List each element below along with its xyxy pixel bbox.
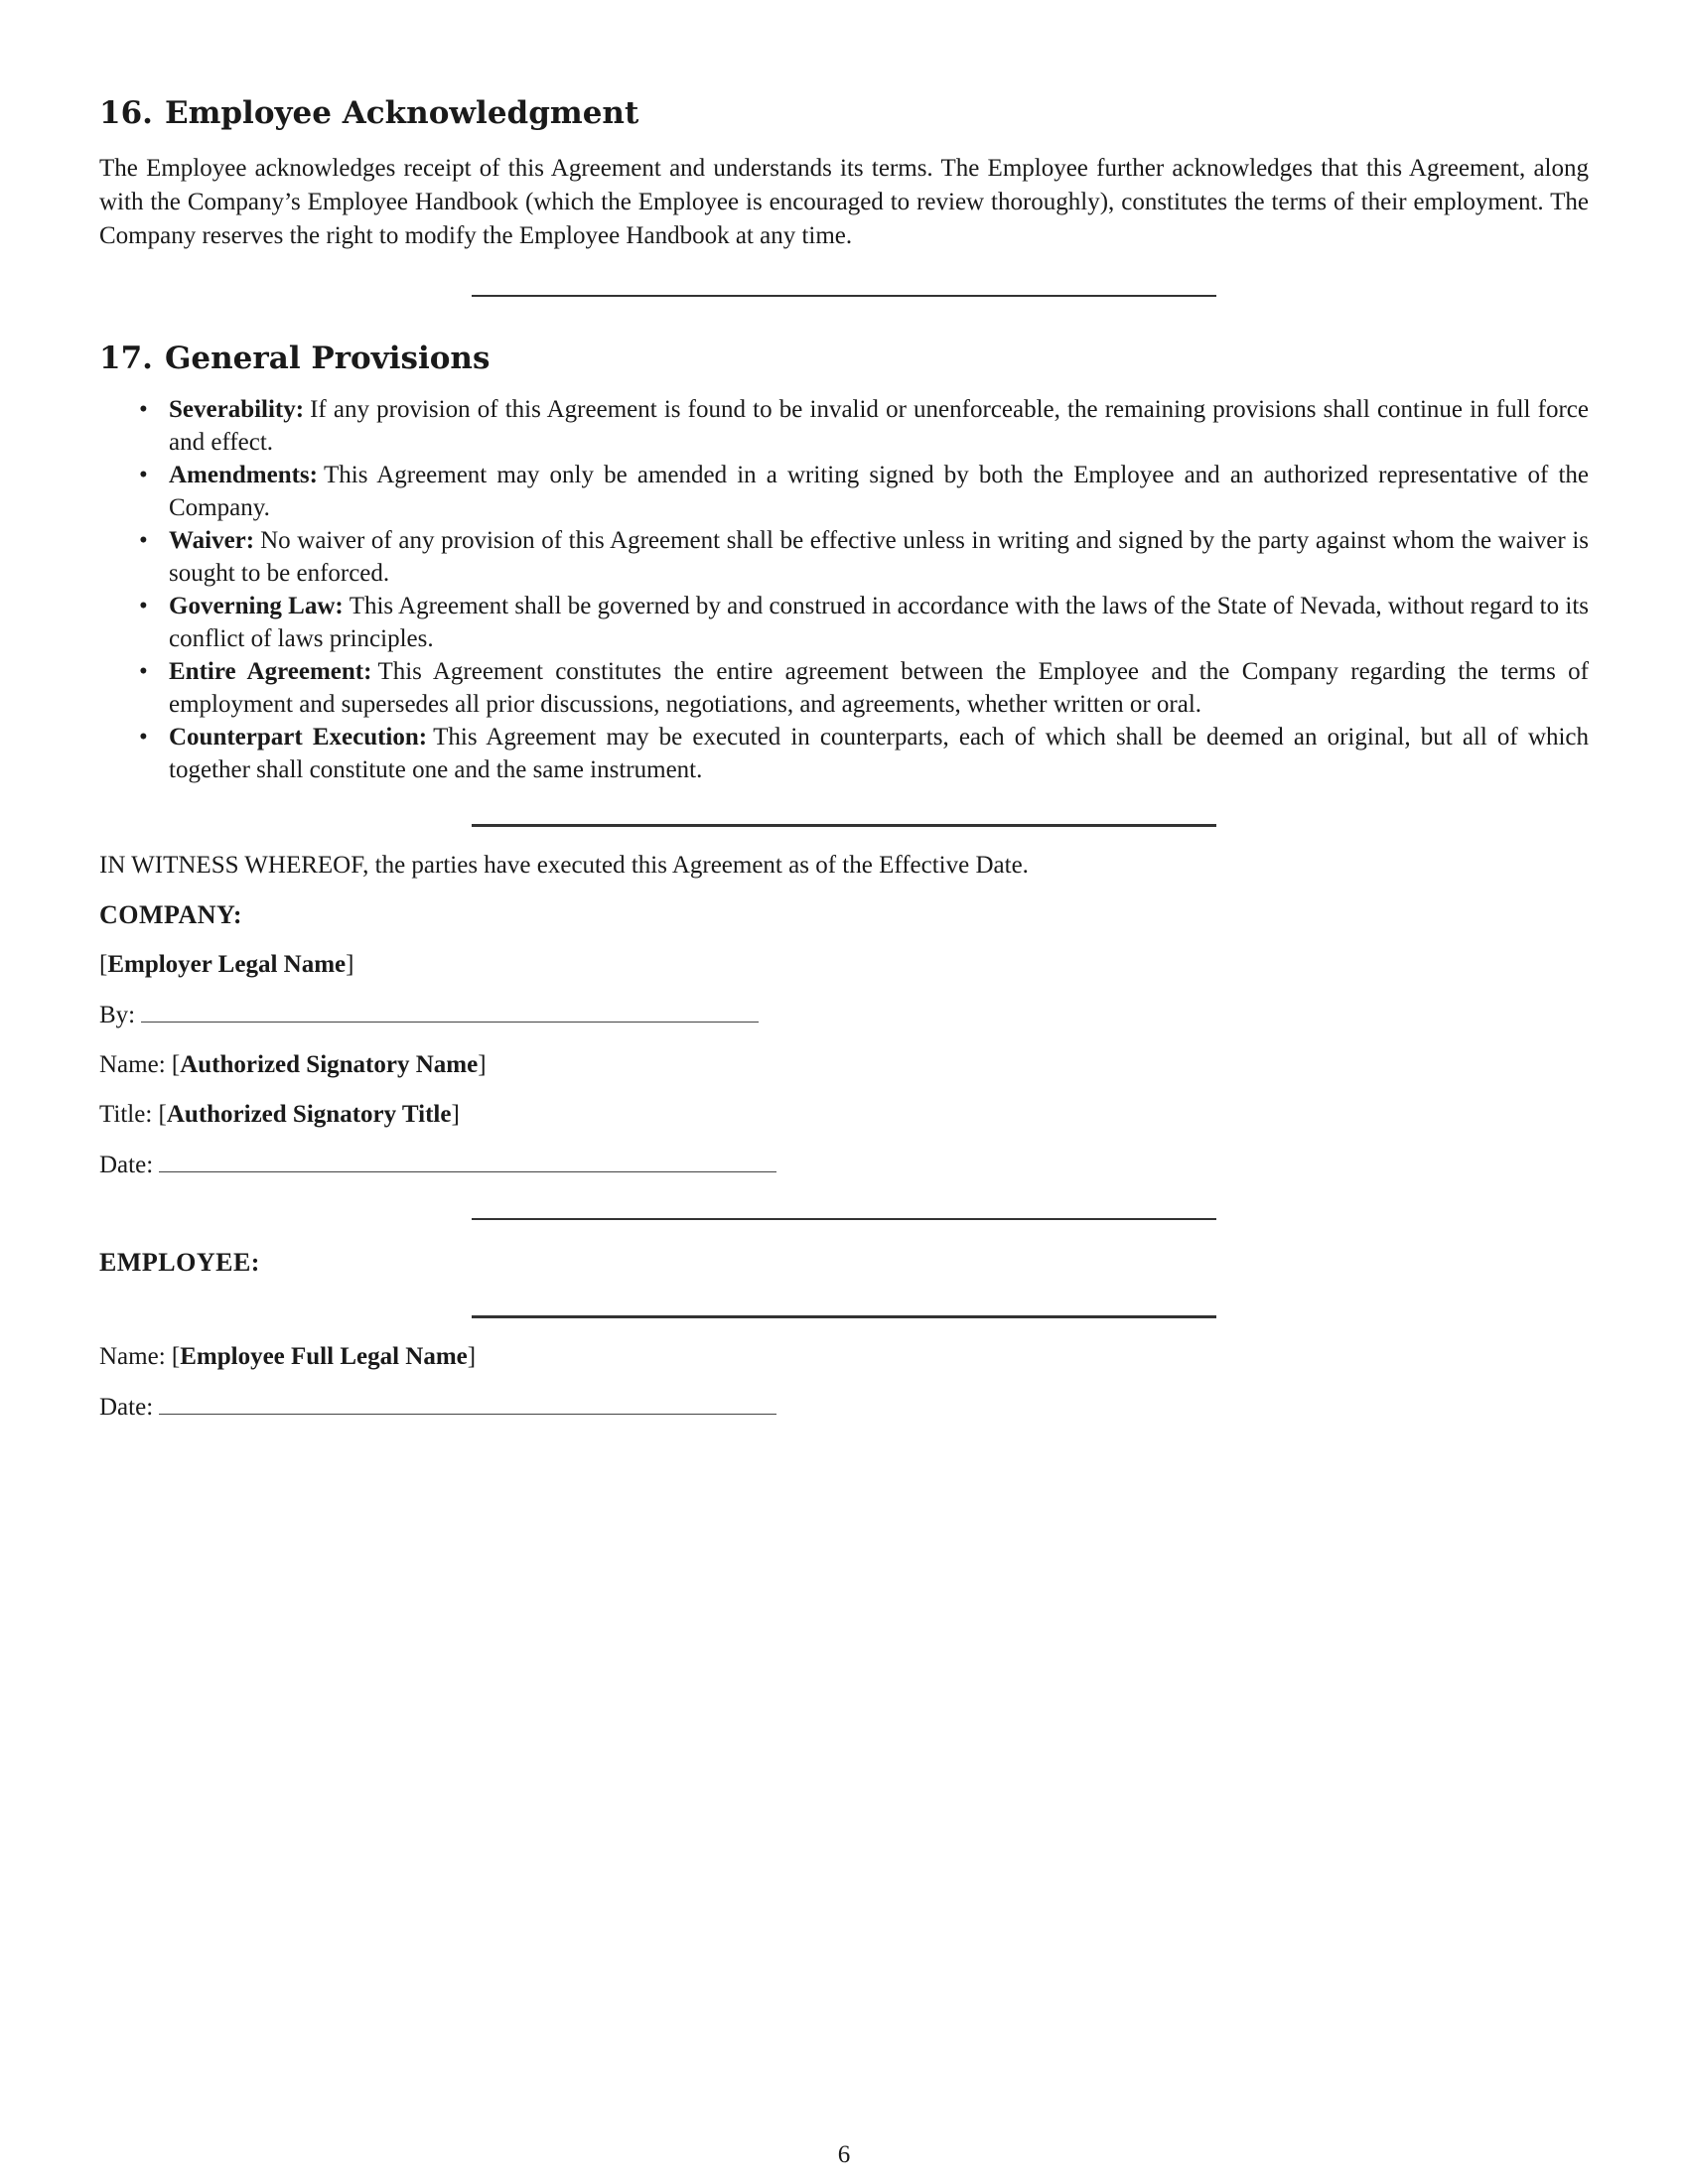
date-blank[interactable] bbox=[159, 1390, 776, 1415]
employer-legal-name-placeholder: Employer Legal Name bbox=[107, 951, 347, 979]
provision-text: This Agreement constitutes the entire agreement between the Employee and the Company regarding the terms of employment and supersedes all prior discussions, negotiations, and agreements, whether written or oral. bbox=[169, 658, 1590, 719]
witness-statement: IN WITNESS WHEREOF, the parties have executed this Agreement as of the Effective Date. bbox=[99, 852, 1029, 880]
signature-blank[interactable] bbox=[141, 998, 759, 1023]
date-label: Date: bbox=[99, 1394, 154, 1422]
authorized-signatory-name-placeholder: Authorized Signatory Name bbox=[180, 1051, 479, 1079]
provision-term: Counterpart Execution: bbox=[169, 724, 428, 751]
bullet-icon: • bbox=[139, 396, 148, 424]
date-blank[interactable] bbox=[159, 1148, 776, 1172]
list-item bbox=[99, 524, 1589, 590]
company-heading: COMPANY: bbox=[99, 900, 243, 930]
bullet-icon: • bbox=[139, 527, 148, 555]
company-legal-name: [Employer Legal Name] bbox=[99, 951, 354, 979]
company-by-line bbox=[99, 998, 1589, 1032]
employee-heading: EMPLOYEE: bbox=[99, 1248, 260, 1278]
provision-text: This Agreement may be executed in counterparts, each of which shall be deemed an original, but all of which together shall constitute one and the same instrument. bbox=[169, 724, 1589, 784]
name-label: Name: bbox=[99, 1343, 166, 1371]
provision-term: Governing Law: bbox=[169, 593, 344, 620]
provision-term: Waiver: bbox=[169, 527, 255, 555]
section-17-title: General Provisions bbox=[164, 341, 491, 377]
provision-term: Amendments: bbox=[169, 462, 318, 489]
company-title-line: Title: [Authorized Signatory Title] bbox=[99, 1101, 460, 1129]
section-17-number: 17. bbox=[99, 341, 153, 377]
bullet-icon: • bbox=[139, 658, 148, 686]
list-item bbox=[99, 590, 1589, 655]
section-16-body: The Employee acknowledges receipt of this Agreement and understands its terms. The Employee further acknowledges that this Agreement, along with the Company’s Employee Handbook (which the Employee is encouraged to review thoroughly), constitutes the terms of their employment. The Company reserves the right to modify the Employee Handbook at any time. bbox=[99, 155, 1589, 250]
list-item bbox=[99, 655, 1589, 721]
list-item bbox=[99, 721, 1589, 786]
bullet-icon: • bbox=[139, 724, 148, 751]
provision-term: Entire Agreement: bbox=[169, 658, 372, 686]
bullet-icon: • bbox=[139, 593, 148, 620]
provisions-list bbox=[99, 393, 1589, 786]
company-date-line bbox=[99, 1148, 1589, 1182]
provision-text: This Agreement shall be governed by and construed in accordance with the laws of the State of Nevada, without regard to its conflict of laws principles. bbox=[169, 593, 1589, 653]
provision-text: This Agreement may only be amended in a writing signed by both the Employee and an authorized representative of the Company. bbox=[169, 462, 1589, 522]
employee-full-legal-name-placeholder: Employee Full Legal Name bbox=[180, 1343, 468, 1371]
list-item bbox=[99, 459, 1589, 524]
provision-text: If any provision of this Agreement is found to be invalid or unenforceable, the remaining provisions shall continue in full force and effect. bbox=[169, 396, 1589, 457]
employee-name-line: Name: [Employee Full Legal Name] bbox=[99, 1343, 477, 1371]
provision-text: No waiver of any provision of this Agreement shall be effective unless in writing and signed by the party against whom the waiver is sought to be enforced. bbox=[169, 527, 1589, 588]
section-17-heading bbox=[99, 341, 1589, 377]
name-label: Name: bbox=[99, 1051, 166, 1079]
list-item bbox=[99, 393, 1589, 459]
section-16-number: 16. bbox=[99, 95, 153, 131]
bullet-icon: • bbox=[139, 462, 148, 489]
section-16-heading bbox=[99, 95, 1589, 132]
by-label: By: bbox=[99, 1002, 136, 1029]
authorized-signatory-title-placeholder: Authorized Signatory Title bbox=[166, 1101, 452, 1129]
company-name-line: Name: [Authorized Signatory Name] bbox=[99, 1051, 487, 1079]
provision-term: Severability: bbox=[169, 396, 305, 424]
page-number: 6 bbox=[837, 2141, 851, 2168]
section-16-title: Employee Acknowledgment bbox=[164, 95, 639, 131]
date-label: Date: bbox=[99, 1152, 154, 1179]
employee-date-line bbox=[99, 1390, 1589, 1425]
title-label: Title: bbox=[99, 1101, 153, 1129]
